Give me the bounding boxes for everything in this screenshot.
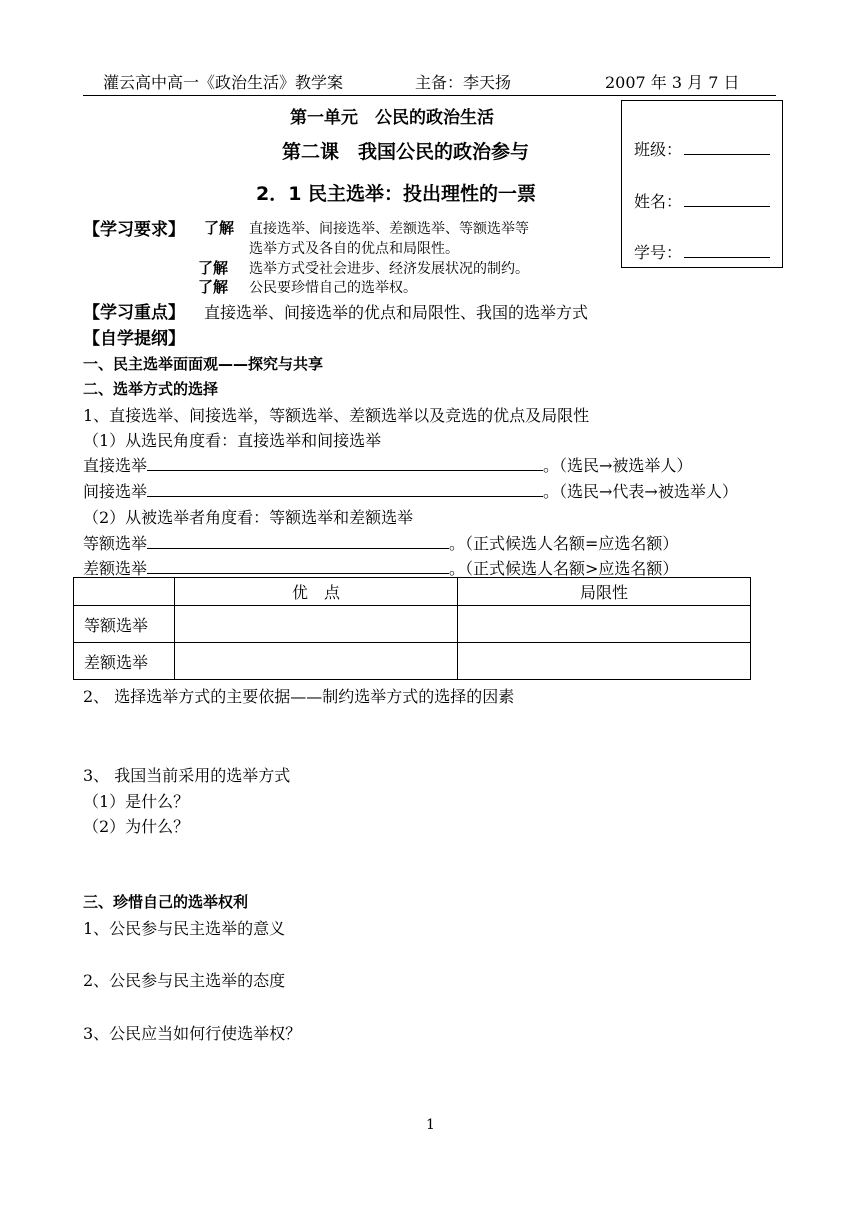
comparison-table xyxy=(73,577,751,680)
id-blank[interactable] xyxy=(684,243,770,258)
section-3-item-1: 1、公民参与民主选举的意义 xyxy=(83,919,286,938)
section-1-heading: 一、民主选举面面观——探究与共享 xyxy=(83,355,324,373)
table-cell-advantages[interactable] xyxy=(175,606,458,643)
indirect-election-blank[interactable] xyxy=(147,480,543,497)
section-3-item-3: 3、公民应当如何行使选举权？ xyxy=(83,1024,302,1043)
section-2-sub-1: （1）从选民角度看：直接选举和间接选举 xyxy=(83,431,382,450)
header-author: 主备：李天扬 xyxy=(415,73,512,92)
table-header-limitations: 局限性 xyxy=(458,578,751,606)
header-divider xyxy=(83,95,776,96)
class-field[interactable]: 班级： xyxy=(634,137,770,160)
table-cell-limitations[interactable] xyxy=(458,606,751,643)
name-field[interactable]: 姓名： xyxy=(634,189,770,212)
header-school: 灌云高中高一《政治生活》教学案 xyxy=(103,73,344,92)
student-info-box xyxy=(621,100,783,268)
section-2-item-2: 2、 选择选举方式的主要依据——制约选举方式的选择的因素 xyxy=(83,687,515,706)
table-row-label: 差额选举 xyxy=(74,643,175,680)
unit-title: 第一单元 公民的政治生活 xyxy=(290,108,494,128)
section-2-item-3: 3、 我国当前采用的选举方式 xyxy=(83,766,291,785)
requirement-verb-1: 了解 xyxy=(204,219,235,237)
requirements-label: 【学习要求】 xyxy=(83,220,185,240)
table-row xyxy=(74,606,751,643)
lesson-title: 第二课 我国公民的政治参与 xyxy=(282,141,530,163)
page-number: 1 xyxy=(426,1117,435,1133)
class-blank[interactable] xyxy=(684,140,770,155)
id-field[interactable]: 学号： xyxy=(634,240,770,263)
table-header-advantages: 优 点 xyxy=(175,578,458,606)
requirement-text-1b: 选举方式及各自的优点和局限性。 xyxy=(249,241,459,257)
diff-election-blank[interactable] xyxy=(147,557,449,574)
key-points-label: 【学习重点】 xyxy=(83,303,185,323)
section-2-item-3-q2: （2）为什么？ xyxy=(83,817,190,836)
table-row xyxy=(74,643,751,680)
requirement-text-1a: 直接选举、间接选举、差额选举、等额选举等 xyxy=(249,221,529,237)
equal-election-blank[interactable] xyxy=(147,532,449,549)
section-3-item-2: 2、公民参与民主选举的态度 xyxy=(83,971,286,990)
table-header-row xyxy=(74,578,751,606)
direct-election-blank[interactable] xyxy=(147,454,543,471)
table-row-label: 等额选举 xyxy=(74,606,175,643)
key-points-text: 直接选举、间接选举的优点和局限性、我国的选举方式 xyxy=(204,303,589,322)
header-date: 2007 年 3 月 7 日 xyxy=(605,73,740,92)
table-cell-limitations[interactable] xyxy=(458,643,751,680)
section-2-sub-2: （2）从被选举者角度看：等额选举和差额选举 xyxy=(83,508,414,527)
name-blank[interactable] xyxy=(684,192,770,207)
section-title: 2．1 民主选举：投出理性的一票 xyxy=(256,183,537,205)
outline-label: 【自学提纲】 xyxy=(83,329,185,349)
section-2-item-3-q1: （1）是什么？ xyxy=(83,792,190,811)
requirement-verb-3: 了解 xyxy=(198,278,229,296)
diff-election-line: 差额选举 。（正式候选人名额>应选名额） xyxy=(83,559,679,578)
section-3-heading: 三、珍惜自己的选举权利 xyxy=(83,893,249,911)
requirement-verb-2: 了解 xyxy=(198,259,229,277)
table-cell-advantages[interactable] xyxy=(175,643,458,680)
equal-election-line: 等额选举 。（正式候选人名额=应选名额） xyxy=(83,534,679,553)
requirement-text-2: 选举方式受社会进步、经济发展状况的制约。 xyxy=(249,261,529,277)
direct-election-line: 直接选举 。（选民→被选举人） xyxy=(83,456,693,475)
requirement-text-3: 公民要珍惜自己的选举权。 xyxy=(249,280,417,296)
section-2-item-1: 1、直接选举、间接选举，等额选举、差额选举以及竞选的优点及局限性 xyxy=(83,406,590,425)
indirect-election-line: 间接选举 。（选民→代表→被选举人） xyxy=(83,482,738,501)
table-header-empty xyxy=(74,578,175,606)
section-2-heading: 二、选举方式的选择 xyxy=(83,380,219,398)
